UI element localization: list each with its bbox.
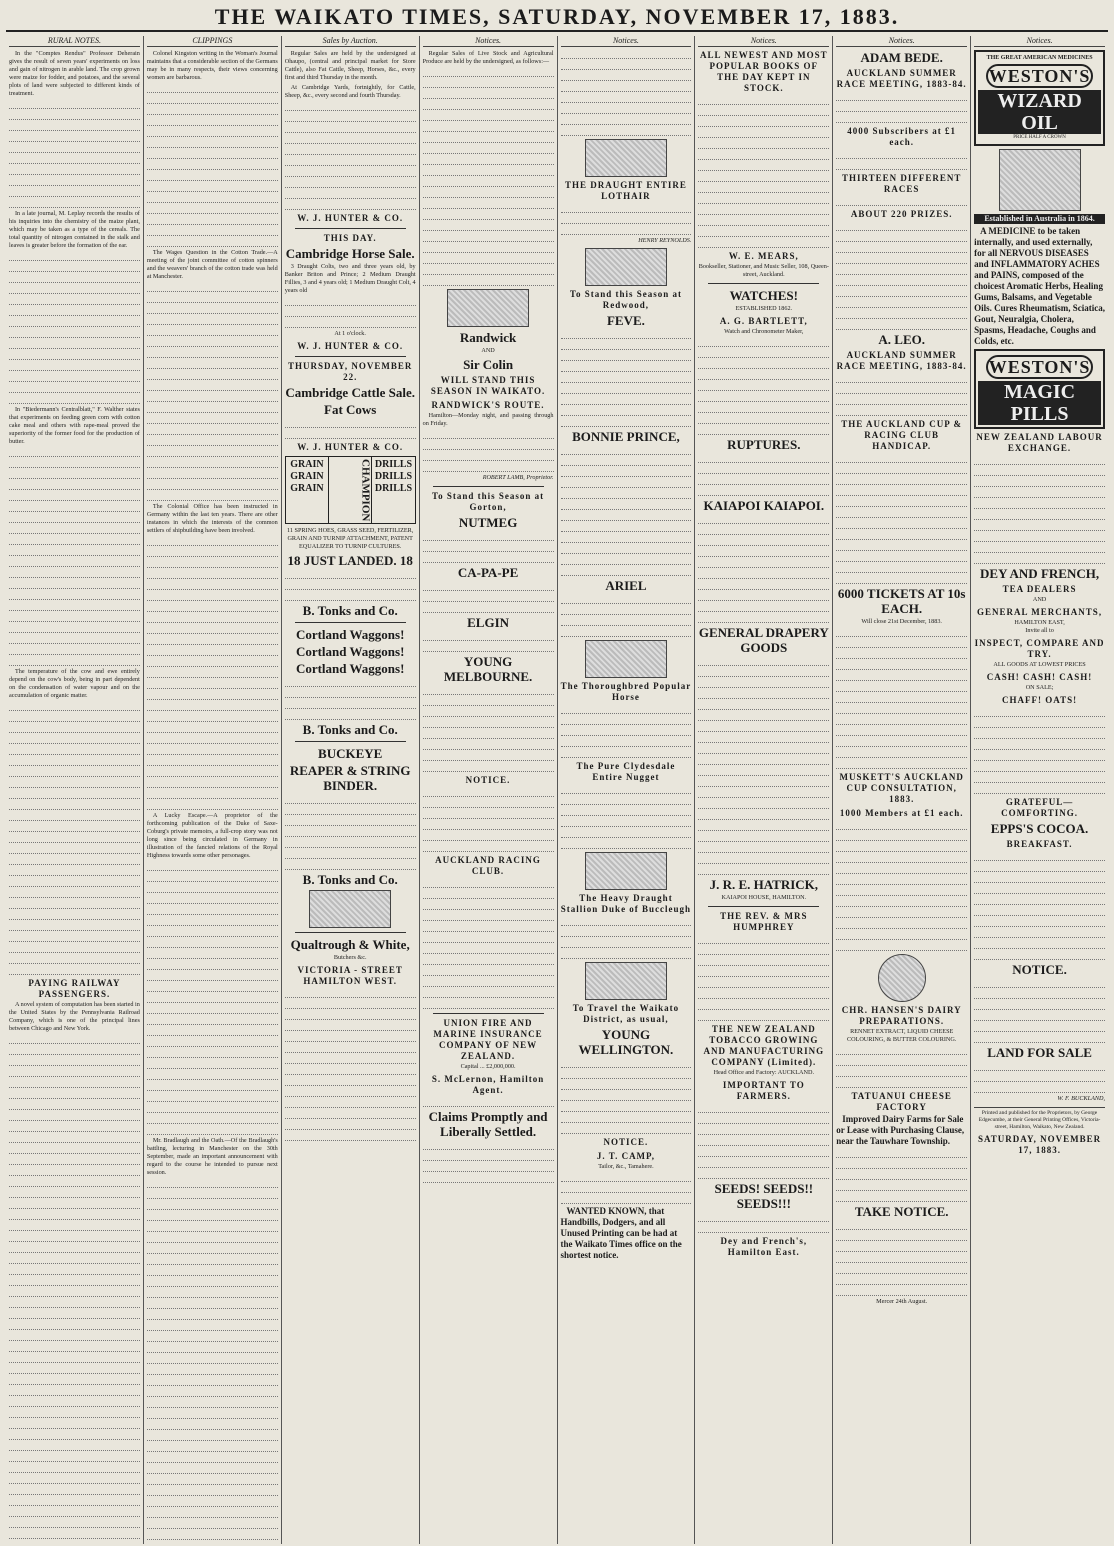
weston-brand: WESTON'S [986,355,1093,379]
magic-pills-ad [974,349,1105,429]
leo-name: A. LEO. [878,332,925,347]
trade-mark-seal [878,954,926,1002]
columns [6,36,1108,1544]
horse-ad-title: The Thoroughbred Popular Horse [560,681,692,702]
magic-pills-label: MAGIC PILLS [978,381,1101,425]
signature: ROBERT LAMB, Proprietor. [482,474,554,481]
school-headline: THE REV. & MRS HUMPHREY [720,911,808,932]
section-heading: PAYING RAILWAY PASSENGERS. [28,978,121,999]
established-line: ESTABLISHED 1862. [735,305,793,312]
draper-name: J. R. E. HATRICK, [709,877,819,892]
bull-engraving [309,890,391,928]
horse-engraving [585,962,667,1000]
article-paragraph: In the "Comptes Rendus" Professor Deherain gives the result of seven years' experiments on loss and gain of nitrogen in arable land. The crop grown were maize for fodder, and potatoes, and the several plots of land were subjected to different kinds of treatment. [9,50,140,97]
ad-headline: To Stand this Season at Gorton, [431,491,545,512]
route-title: RANDWICK'S ROUTE. [431,400,545,410]
medicine-description: A MEDICINE to be taken internally, and used externally, for all NERVOUS DISEASES and INFLAMMATORY ACHES and PAINS, composed of the choicest Aromatic Herbs, Healing Gums, Balsams, and Vegetable Oils. Cures Rheumatism, Sciatica, Gout, Neuralgia, Cholera, Spasms, Headache, Coughs and Colds, etc. [974,226,1105,346]
bottle-engraving [999,149,1081,211]
just-landed: 18 JUST LANDED. 18 [287,553,413,569]
and-label: AND [481,347,495,354]
tobacco-headline: THE NEW ZEALAND TOBACCO GROWING AND MANUFACTURING COMPANY (Limited). [703,1024,825,1067]
article-paragraph: The Colonial Office has been instructed in Germany within the last ten years. There are other instances in which the interests of the common settlers of shipbuilding have been involved. [146,503,278,534]
merchant-name: DEY AND FRENCH, [980,566,1100,581]
ad-strapline: THE GREAT AMERICAN MEDICINES [986,55,1093,61]
agent-name: S. McLernon, Hamilton Agent. [431,1074,545,1095]
cheese-factory: TATUANUI CHEESE FACTORY [851,1091,952,1112]
claims-line: Claims Promptly and Liberally Settled. [428,1109,548,1139]
watchmaker-name: A. G. BARTLETT, [719,316,808,326]
prizes-line: ABOUT 220 PRIZES. [850,209,953,219]
ad-headline: WILL STAND THIS SEASON IN WAIKATO. [430,375,546,396]
article-paragraph: A novel system of computation has been started in the United States by the Pennsylvania Railroad Company, which is one of the principal lines between Chicago and New York. [9,1001,140,1032]
horse-name: Randwick [459,330,517,345]
hansen-title: CHR. HANSEN'S DAIRY PREPARATIONS. [841,1005,962,1026]
notice-heading: NOTICE. [1012,962,1067,977]
inspect-line: INSPECT, COMPARE AND TRY. [974,638,1105,659]
buckeye-title: BUCKEYE [318,746,383,762]
horse-ad-title: To Stand this Season at Redwood, [569,289,683,310]
price-line: PRICE HALF A CROWN [1013,135,1066,140]
horse-name: FEVE. [606,313,645,328]
article-paragraph: In "Biedermann's Centralblatt," F. Walther states that experiments on feeding green corn with cotton cake meal and others with rape-meal proved the superiority of the former food for the production of butter. [9,406,140,445]
land-for-sale: LAND FOR SALE [987,1045,1092,1060]
horse-name: ELGIN [467,615,510,630]
horse-name: ARIEL [605,578,647,593]
farmers-headline: IMPORTANT TO FARMERS. [722,1080,805,1101]
labour-exchange: NEW ZEALAND LABOUR EXCHANGE. [976,432,1103,453]
signature: HENRY REYNOLDS. [638,237,692,244]
article-paragraph: In a late journal, M. Leplay records the results of his inquiries into the chemistry of the maize plant, which may be taken as a type of the cereals. The total quantity of nitrogen contained in the stalk and leaves is greater before the formation of the ear. [9,210,140,249]
article-paragraph: The Wages Question in the Cotton Trade.—A meeting of the joint committee of cotton spinners and the weavers' branch of the cotton trade was held at Manchester. [146,249,278,280]
firm-name: W. J. HUNTER & CO. [297,213,404,223]
horse-name: BONNIE PRINCE, [572,429,680,444]
tonks-name: B. Tonks and Co. [302,722,398,738]
ad-text: Regular Sales are held by the undersigned at Ohaupo, (central and principal market for Store Cattle), also Fat Cattle, Sheep, Horses, &c., every first and third Thursday in the month. [284,50,416,81]
imprint: Printed and published for the Proprietors, by George Edgecumbe, at their General Printing Offices, Victoria-street, Hamilton, Waikato, New Zealand. [974,1107,1105,1131]
consultation-title: MUSKETT'S AUCKLAND CUP CONSULTATION, 1883. [839,772,964,804]
horse-engraving [585,640,667,678]
column-heading: Notices. [698,36,829,47]
closing-date: Will close 21st December, 1883. [861,618,942,625]
horse-name: YOUNG MELBOURNE. [443,654,533,684]
article-paragraph: Colonel Kingston writing in the Woman's Journal maintains that a considerable section of the Germans may be in many respects, their views concerning women are barbarous. [146,50,278,81]
insurance-title: UNION FIRE AND MARINE INSURANCE COMPANY OF NEW ZEALAND. [433,1018,543,1061]
grain-label: GRAIN GRAIN GRAIN [290,459,324,494]
firm-name: W. J. HUNTER & CO. [297,341,404,351]
seeds-headline: SEEDS! SEEDS!! SEEDS!!! [714,1181,814,1211]
notice-date: Mercer 24th August. [876,1298,928,1305]
sale-lots: 3 Draught Colts, two and three years old, by Banker Briton and Prince; 2 Medium Draught Fillies, 3 and 4 years old; 1 Medium Draught Colt, 4 years old [284,263,416,294]
ad-text: 11 SPRING HOES, GRASS SEED, FERTILIZER, GRAIN AND TURNIP ATTACHMENT, PATENT EQUALIZER TO TURNIP CULTURES. [287,527,414,551]
horse-ad-title: The Pure Clydesdale Entire Nugget [576,761,676,782]
invite-line: Invite all to [1025,627,1054,634]
butchers-label: Butchers &c. [333,954,367,962]
horse-ad-title: The Heavy Draught Stallion Duke of Buccleugh [560,893,692,914]
merchant-trade: TEA DEALERS [1002,584,1077,594]
horse-name: CA-PA-PE [457,565,519,580]
masthead: THE WAIKATO TIMES, SATURDAY, NOVEMBER 17, 1883. [6,0,1108,32]
books-headline: ALL NEWEST AND MOST POPULAR BOOKS OF THE DAY KEPT IN STOCK. [700,50,828,93]
signature: W. F. BUCKLAND, [1057,1095,1105,1102]
column-sales-by-auction [282,36,420,1544]
column-heading: CLIPPINGS [147,36,278,47]
butcher-name: Qualtrough & White, [290,937,410,953]
column-heading: Sales by Auction. [285,36,416,47]
prices-line: ALL GOODS AT LOWEST PRICES [993,661,1086,668]
cortland-waggons: Cortland Waggons! [295,627,405,643]
horse-name: NUTMEG [458,515,518,530]
notice-heading: NOTICE. [603,1137,649,1147]
kaiapoi-headline: KAIAPOI KAIAPOI. [703,498,825,513]
horse-ad-title: THE DRAUGHT ENTIRE LOTHAIR [565,180,687,201]
weston-brand: WESTON'S [986,64,1093,88]
column-heading: Notices. [836,36,967,47]
horse-ad-title: To Travel the Waikato District, as usual, [572,1003,680,1024]
ad-text: At Cambridge Yards, fortnightly, for Cattle, Sheep, &c., every second and fourth Thursday. [284,84,416,99]
firm-name: W. J. HUNTER & CO. [297,442,404,452]
column-notices-1 [420,36,558,1544]
merchant-trade: GENERAL MERCHANTS, [977,607,1103,617]
tailor-trade: Tailor, &c., Tamahere. [598,1163,654,1170]
column-notices-5 [971,36,1108,1544]
cortland-waggons: Cortland Waggons! [295,661,405,677]
grain-drills-ad [285,456,416,524]
column-rural-notes [6,36,144,1544]
fat-cows: Fat Cows [324,402,377,417]
adam-bede: ADAM BEDE. [860,50,943,65]
wanted-known: WANTED KNOWN, that Handbills, Dodgers, and all Unused Printing can be had at the Waikato Times office on the shortest notice. [560,1206,682,1260]
dairy-farms: Improved Dairy Farms for Sale or Lease with Purchasing Clause, near the Tauwhare Township. [836,1114,965,1146]
take-notice: TAKE NOTICE. [854,1204,949,1219]
wizard-oil-label: WIZARD OIL [978,90,1101,134]
column-heading: Notices. [561,36,692,47]
watchmaker-trade: Watch and Chronometer Maker, [724,328,804,335]
sale-time: At 1 o'clock. [334,330,366,337]
rennet-line: RENNET EXTRACT, LIQUID CHEESE COLOURING, & BUTTER COLOURING. [846,1028,957,1043]
on-sale: ON SALE; [1025,684,1054,691]
butcher-address: VICTORIA - STREET HAMILTON WEST. [297,965,403,987]
horse-engraving [585,139,667,177]
bookseller-address: Bookseller, Stationer, and Music Seller, 108, Queen-street, Auckland. [698,263,829,278]
horse-engraving [585,248,667,286]
bookseller-name: W. E. MEARS, [728,251,799,261]
wizard-oil-ad [974,50,1105,146]
horse-engraving [585,852,667,890]
sale-title: Cambridge Horse Sale. [285,246,415,261]
breakfast-line: BREAKFAST. [1006,839,1073,849]
horse-name: YOUNG WELLINGTON. [578,1027,674,1057]
watches-headline: WATCHES! [729,288,798,303]
article-paragraph: The temperature of the cow and ewe entirely depend on the cow's body, being in part dependent on the condensation of water vapour and on the accumulation of organic matter. [9,668,140,699]
champion-label: CHAMPION [328,457,372,523]
head-office: Head Office and Factory: AUCKLAND. [713,1069,815,1076]
this-day: THIS DAY. [323,233,377,243]
draper-address: KAIAPOI HOUSE, HAMILTON. [721,894,807,901]
article-paragraph: Mr. Bradlaugh and the Oath.—Of the Bradlaugh's battling, lecturing in Manchester on the 30th September, made an important announcement with regard to the course he intended to pursue next session. [146,1137,278,1176]
racing-club: AUCKLAND RACING CLUB. [435,855,541,876]
race-meeting: AUCKLAND SUMMER RACE MEETING, 1883-84. [836,68,967,89]
chaff-oats: CHAFF! OATS! [1002,695,1078,705]
cortland-waggons: Cortland Waggons! [295,644,405,660]
subscribers-line: 4000 Subscribers at £1 each. [847,126,957,147]
capital-amount: Capital ... £2,000,000. [460,1063,516,1070]
horse-name: Sir Colin [463,357,514,372]
column-notices-4 [833,36,971,1544]
ruptures-headline: RUPTURES. [727,437,801,452]
race-meeting: AUCKLAND SUMMER RACE MEETING, 1883-84. [836,350,967,371]
merchant-location: HAMILTON EAST, [1014,619,1065,626]
tailor-name: J. T. CAMP, [596,1151,655,1161]
cash-line: CASH! CASH! CASH! [986,672,1093,682]
imprint-date: SATURDAY, NOVEMBER 17, 1883. [977,1134,1102,1155]
notice-heading: NOTICE. [465,775,511,785]
races-line: THIRTEEN DIFFERENT RACES [841,173,962,194]
epps-cocoa: EPPS'S COCOA. [990,821,1089,836]
members-line: 1000 Members at £1 each. [839,808,964,818]
tonks-name: B. Tonks and Co. [302,872,398,888]
drills-label: DRILLS DRILLS DRILLS [374,459,413,494]
article-paragraph: A Lucky Escape.—A proprietor of the forthcoming publication of the Duke of Saxe-Coburg's private memoirs, a full-crop story was not long since being circulated in Germany in illustration of the fancied relations of the Royal Highness towards some other personages. [146,812,278,859]
reaper-title: REAPER & STRING BINDER. [289,763,411,794]
column-clippings [144,36,282,1544]
cup-headline: THE AUCKLAND CUP & RACING CLUB HANDICAP. [841,419,963,451]
column-heading: Notices. [423,36,554,47]
ad-text: Regular Sales of Live Stock and Agricultural Produce are held by the undersigned, as follows:— [422,50,554,65]
column-notices-2 [558,36,696,1544]
tickets-line: 6000 TICKETS AT 10s EACH. [837,586,966,616]
grateful-line: GRATEFUL—COMFORTING. [1001,797,1079,818]
drapery-headline: GENERAL DRAPERY GOODS [698,625,829,655]
horse-engraving [447,289,529,327]
and-label: AND [1032,596,1047,603]
established-banner: Established in Australia in 1864. [974,214,1105,224]
tonks-name: B. Tonks and Co. [302,603,398,619]
route-text: Hamilton—Monday night, and passing through on Friday. [422,412,554,427]
sale-date: THURSDAY, NOVEMBER 22. [288,361,413,382]
column-notices-3 [695,36,833,1544]
column-heading: Notices. [974,36,1105,47]
sale-title: Cambridge Cattle Sale. [285,385,415,400]
column-heading: RURAL NOTES. [9,36,140,47]
seeds-seller: Dey and French's, Hamilton East. [720,1236,808,1257]
